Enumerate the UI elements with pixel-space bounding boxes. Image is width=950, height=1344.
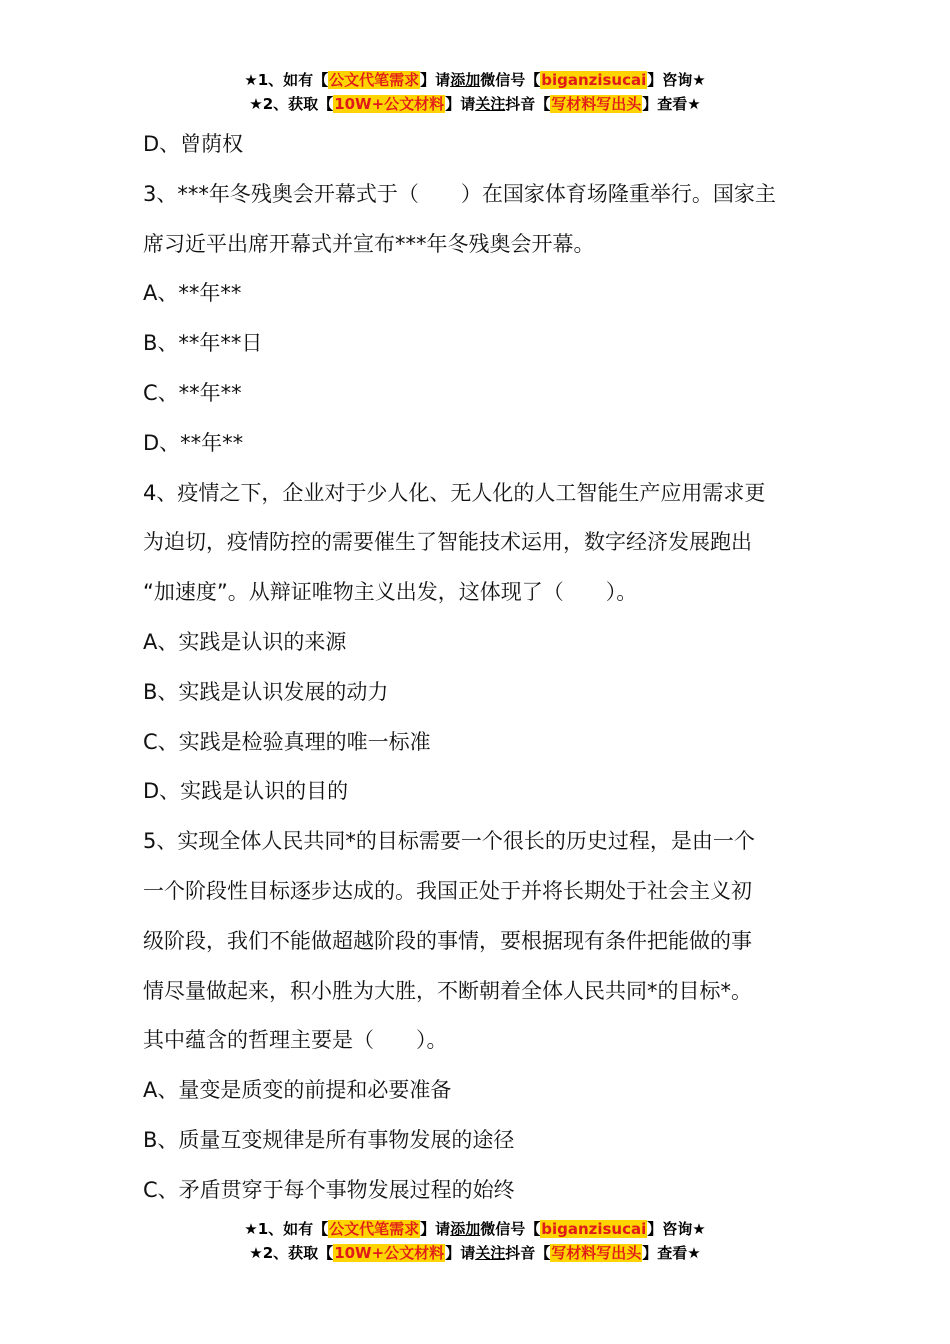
option-line: D、**年** [143, 430, 244, 455]
banner-highlight-douyin-id: 写材料写出头 [551, 1244, 642, 1262]
banner-text: 抖音【 [505, 95, 551, 113]
banner-text: 】咨询★ [647, 1220, 706, 1238]
question-line: 一个阶段性目标逐步达成的。我国正处于并将长期处于社会主义初 [143, 878, 752, 903]
banner-text: 微信号【 [480, 71, 541, 89]
question-line: 情尽量做起来，积小胜为大胜，不断朝着全体人民共同*的目标*。 [143, 978, 752, 1003]
banner-text: 抖音【 [505, 1244, 551, 1262]
banner-highlight: 10W+公文材料 [334, 1244, 445, 1262]
banner-highlight: 公文代笔需求 [329, 71, 420, 89]
option-line: B、实践是认识发展的动力 [143, 679, 389, 704]
header-banner-line-2 [0, 92, 950, 116]
option-line: B、**年**日 [143, 331, 263, 356]
banner-text: 】请 [420, 71, 451, 89]
banner-text: 】请 [420, 1220, 451, 1238]
footer-banner-line-2 [0, 1241, 950, 1265]
option-line: D、曾荫权 [143, 132, 244, 156]
banner-text: 微信号【 [480, 1220, 541, 1238]
option-line: A、实践是认识的来源 [143, 629, 347, 654]
footer-banner-line-1 [0, 1217, 950, 1241]
banner-underlined-text: 添加 [450, 71, 481, 89]
question-line: 级阶段，我们不能做超越阶段的事情，要根据现有条件把能做的事 [143, 928, 752, 953]
banner-highlight: 10W+公文材料 [334, 95, 445, 113]
footer-banner [0, 1217, 950, 1265]
banner-text: 】请 [445, 1244, 476, 1262]
banner-highlight-wechat-id: biganzisucai [541, 71, 647, 89]
banner-text: 】查看★ [642, 95, 701, 113]
question-line: 为迫切，疫情防控的需要催生了智能技术运用，数字经济发展跑出 [143, 530, 752, 555]
banner-text: ★2、获取【 [249, 1244, 334, 1262]
header-banner [0, 68, 950, 116]
option-line: A、**年** [143, 281, 242, 306]
banner-highlight: 公文代笔需求 [329, 1220, 420, 1238]
banner-highlight-wechat-id: biganzisucai [541, 1220, 647, 1238]
question-line: 席习近平出席开幕式并宣布***年冬残奥会开幕。 [143, 231, 595, 256]
banner-underlined-text: 添加 [450, 1220, 481, 1238]
banner-underlined-text: 关注 [475, 95, 506, 113]
option-line: A、量变是质变的前提和必要准备 [143, 1078, 452, 1103]
option-line: B、质量互变规律是所有事物发展的途径 [143, 1127, 515, 1152]
banner-text: ★1、如有【 [244, 1220, 329, 1238]
banner-text: 】请 [445, 95, 476, 113]
banner-underlined-text: 关注 [475, 1244, 506, 1262]
option-line: C、矛盾贯穿于每个事物发展过程的始终 [143, 1177, 515, 1202]
header-banner-line-1 [0, 68, 950, 92]
banner-highlight-douyin-id: 写材料写出头 [551, 95, 642, 113]
banner-text: ★1、如有【 [244, 71, 329, 89]
question-line: 3、***年冬残奥会开幕式于（ ）在国家体育场隆重举行。国家主 [143, 181, 776, 206]
option-line: D、实践是认识的目的 [143, 779, 349, 804]
option-line: C、实践是检验真理的唯一标准 [143, 729, 431, 754]
question-line: 其中蕴含的哲理主要是（ ）。 [143, 1028, 448, 1053]
banner-text: 】咨询★ [647, 71, 706, 89]
banner-text: ★2、获取【 [249, 95, 334, 113]
option-line: C、**年** [143, 380, 242, 405]
question-line: “加速度”。从辩证唯物主义出发，这体现了（ ）。 [143, 580, 638, 605]
question-line: 4、疫情之下，企业对于少人化、无人化的人工智能生产应用需求更 [143, 480, 766, 505]
document-body [143, 120, 813, 1216]
question-line: 5、实现全体人民共同*的目标需要一个很长的历史过程，是由一个 [143, 829, 755, 854]
banner-text: 】查看★ [642, 1244, 701, 1262]
